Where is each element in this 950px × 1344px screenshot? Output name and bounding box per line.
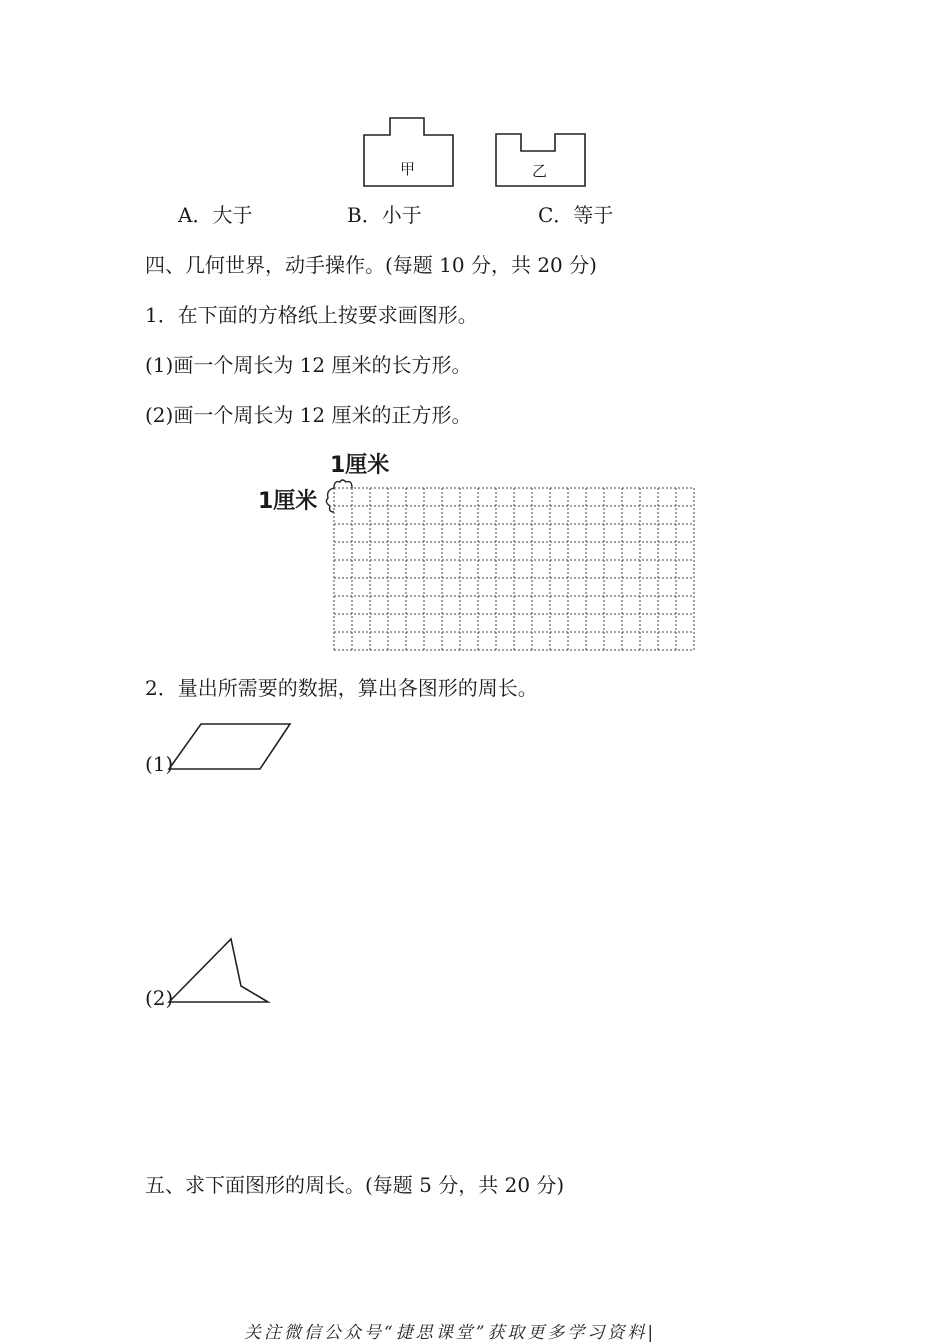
footer-note: 关注微信公众号“捷思课堂”获取更多学习资料| <box>244 1323 657 1343</box>
q1-sub2: (2)画一个周长为 12 厘米的正方形。 <box>145 403 472 427</box>
q1-sub1: (1)画一个周长为 12 厘米的长方形。 <box>145 353 472 377</box>
option-c: C．等于 <box>538 203 614 227</box>
section4-heading: 四、几何世界，动手操作。(每题 10 分，共 20 分) <box>145 253 597 277</box>
section5-heading: 五、求下面图形的周长。(每题 5 分，共 20 分) <box>145 1173 565 1197</box>
q2-sub2-label: (2) <box>145 986 174 1010</box>
shape-a-label: 甲 <box>400 160 416 178</box>
q1-title: 1．在下面的方格纸上按要求画图形。 <box>145 303 478 327</box>
triangle-figure <box>165 934 273 1006</box>
shape-b-label: 乙 <box>532 162 548 180</box>
parallelogram-figure <box>165 720 295 774</box>
square-grid[interactable] <box>330 484 698 656</box>
q2-sub1-label: (1) <box>145 752 174 776</box>
grid-label-left: 1厘米 <box>258 489 318 514</box>
option-a: A．大于 <box>178 203 253 227</box>
q2-title: 2．量出所需要的数据，算出各图形的周长。 <box>145 676 538 700</box>
option-b: B．小于 <box>347 203 422 227</box>
grid-label-top: 1厘米 <box>330 453 390 478</box>
